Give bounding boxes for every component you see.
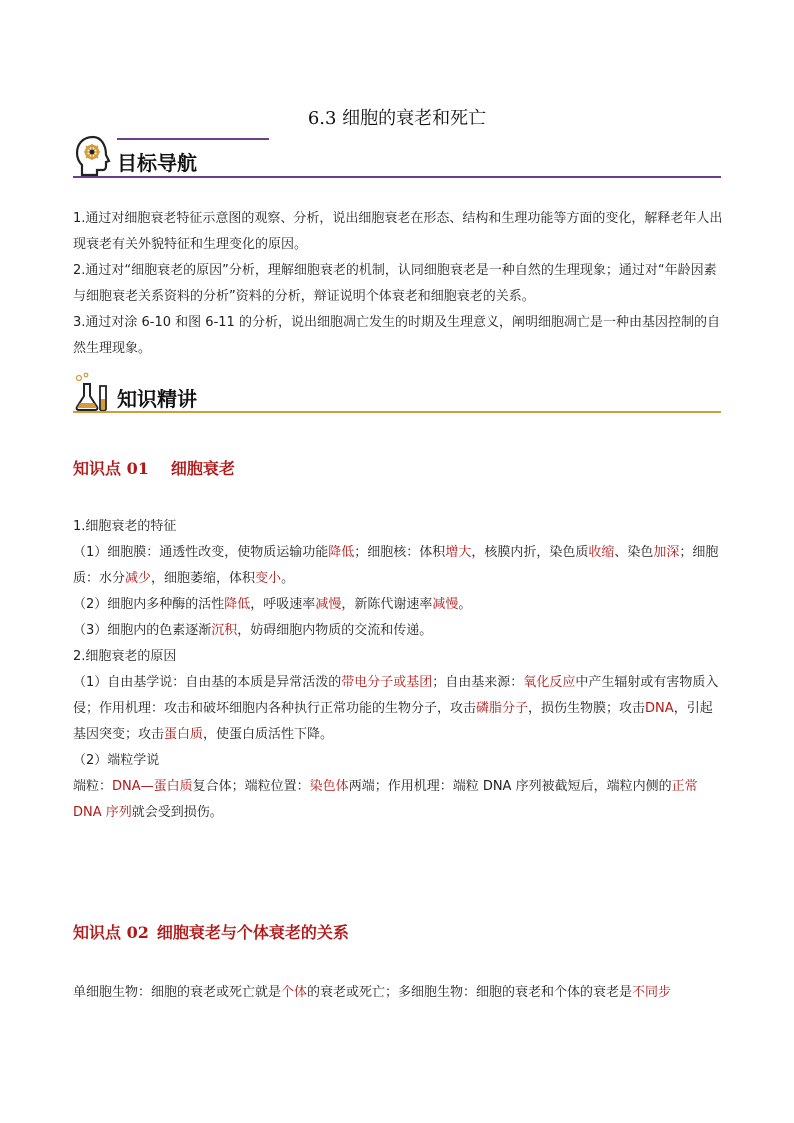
page-title: 6.3 细胞的衰老和死亡	[307, 108, 487, 129]
kp1-heading	[73, 456, 235, 479]
feature-enzyme: （2）细胞内多种酶的活性降低，呼吸速率减慢，新陈代谢速率减慢。	[73, 597, 472, 612]
feature-pigment: （3）细胞内的色素逐渐沉积，妨碍细胞内物质的交流和传递。	[73, 623, 433, 638]
kp2-content	[73, 980, 723, 1006]
goals-top-line	[117, 138, 269, 140]
goals-underline	[73, 176, 721, 178]
lab-flask-icon	[73, 372, 113, 416]
goal-item: 2.通过对“细胞衰老的原因”分析，理解细胞衰老的机制，认同细胞衰老是一种自然的生理现象；通过对“年龄因素与细胞衰老关系资料的分析”资料的分析，辩证说明个体衰老和细胞衰老的关系。	[73, 263, 717, 304]
kp2-name: 细胞衰老与个体衰老的关系	[156, 923, 349, 942]
telomere-theory: 端粒：DNA—蛋白质复合体；端粒位置：染色体两端；作用机理：端粒 DNA 序列被截短后，端粒内侧的正常 DNA 序列就会受到损伤。	[73, 779, 698, 820]
goals-banner	[73, 134, 721, 180]
feature-membrane-nucleus: （1）细胞膜：通透性改变，使物质运输功能降低；细胞核：体积增大，核膜内折，染色质收缩、染色加深；细胞质：水分减少，细胞萎缩，体积变小。	[73, 545, 719, 586]
kp1-content	[73, 514, 723, 826]
kp1-subheading: 1.细胞衰老的特征	[73, 519, 177, 534]
kp2-text: 单细胞生物：细胞的衰老或死亡就是个体的衰老或死亡；多细胞生物：细胞的衰老和个体的衰老是不同步	[73, 985, 672, 1000]
goal-item: 1.通过对细胞衰老特征示意图的观察、分析，说出细胞衰老在形态、结构和生理功能等方面的变化，解释老年人出现衰老有关外貌特征和生理变化的原因。	[73, 211, 723, 252]
kp2-number: 知识点 02	[73, 923, 149, 942]
knowledge-banner	[73, 372, 721, 416]
head-gear-icon	[73, 134, 113, 182]
free-radical-theory: （1）自由基学说：自由基的本质是异常活泼的带电分子或基团；自由基来源：氧化反应中产生辐射或有害物质入侵；作用机理：攻击和破坏细胞内各种执行正常功能的生物分子，攻击磷脂分子，损伤生物膜；攻击DNA，引起基因突变；攻击蛋白质，使蛋白质活性下降。	[73, 675, 719, 742]
goals-list	[73, 206, 723, 362]
goals-title: 目标导航	[117, 151, 197, 175]
knowledge-title: 知识精讲	[117, 387, 197, 411]
knowledge-underline	[73, 411, 721, 413]
kp2-heading	[73, 920, 349, 943]
kp1-name: 细胞衰老	[170, 459, 235, 478]
telomere-theory-heading: （2）端粒学说	[73, 753, 160, 768]
kp1-number: 知识点 01	[73, 459, 149, 478]
goal-item: 3.通过对涂 6-10 和图 6-11 的分析，说出细胞凋亡发生的时期及生理意义，阐明细胞凋亡是一种由基因控制的自然生理现象。	[73, 315, 720, 356]
kp1-subheading-2: 2.细胞衰老的原因	[73, 649, 177, 664]
